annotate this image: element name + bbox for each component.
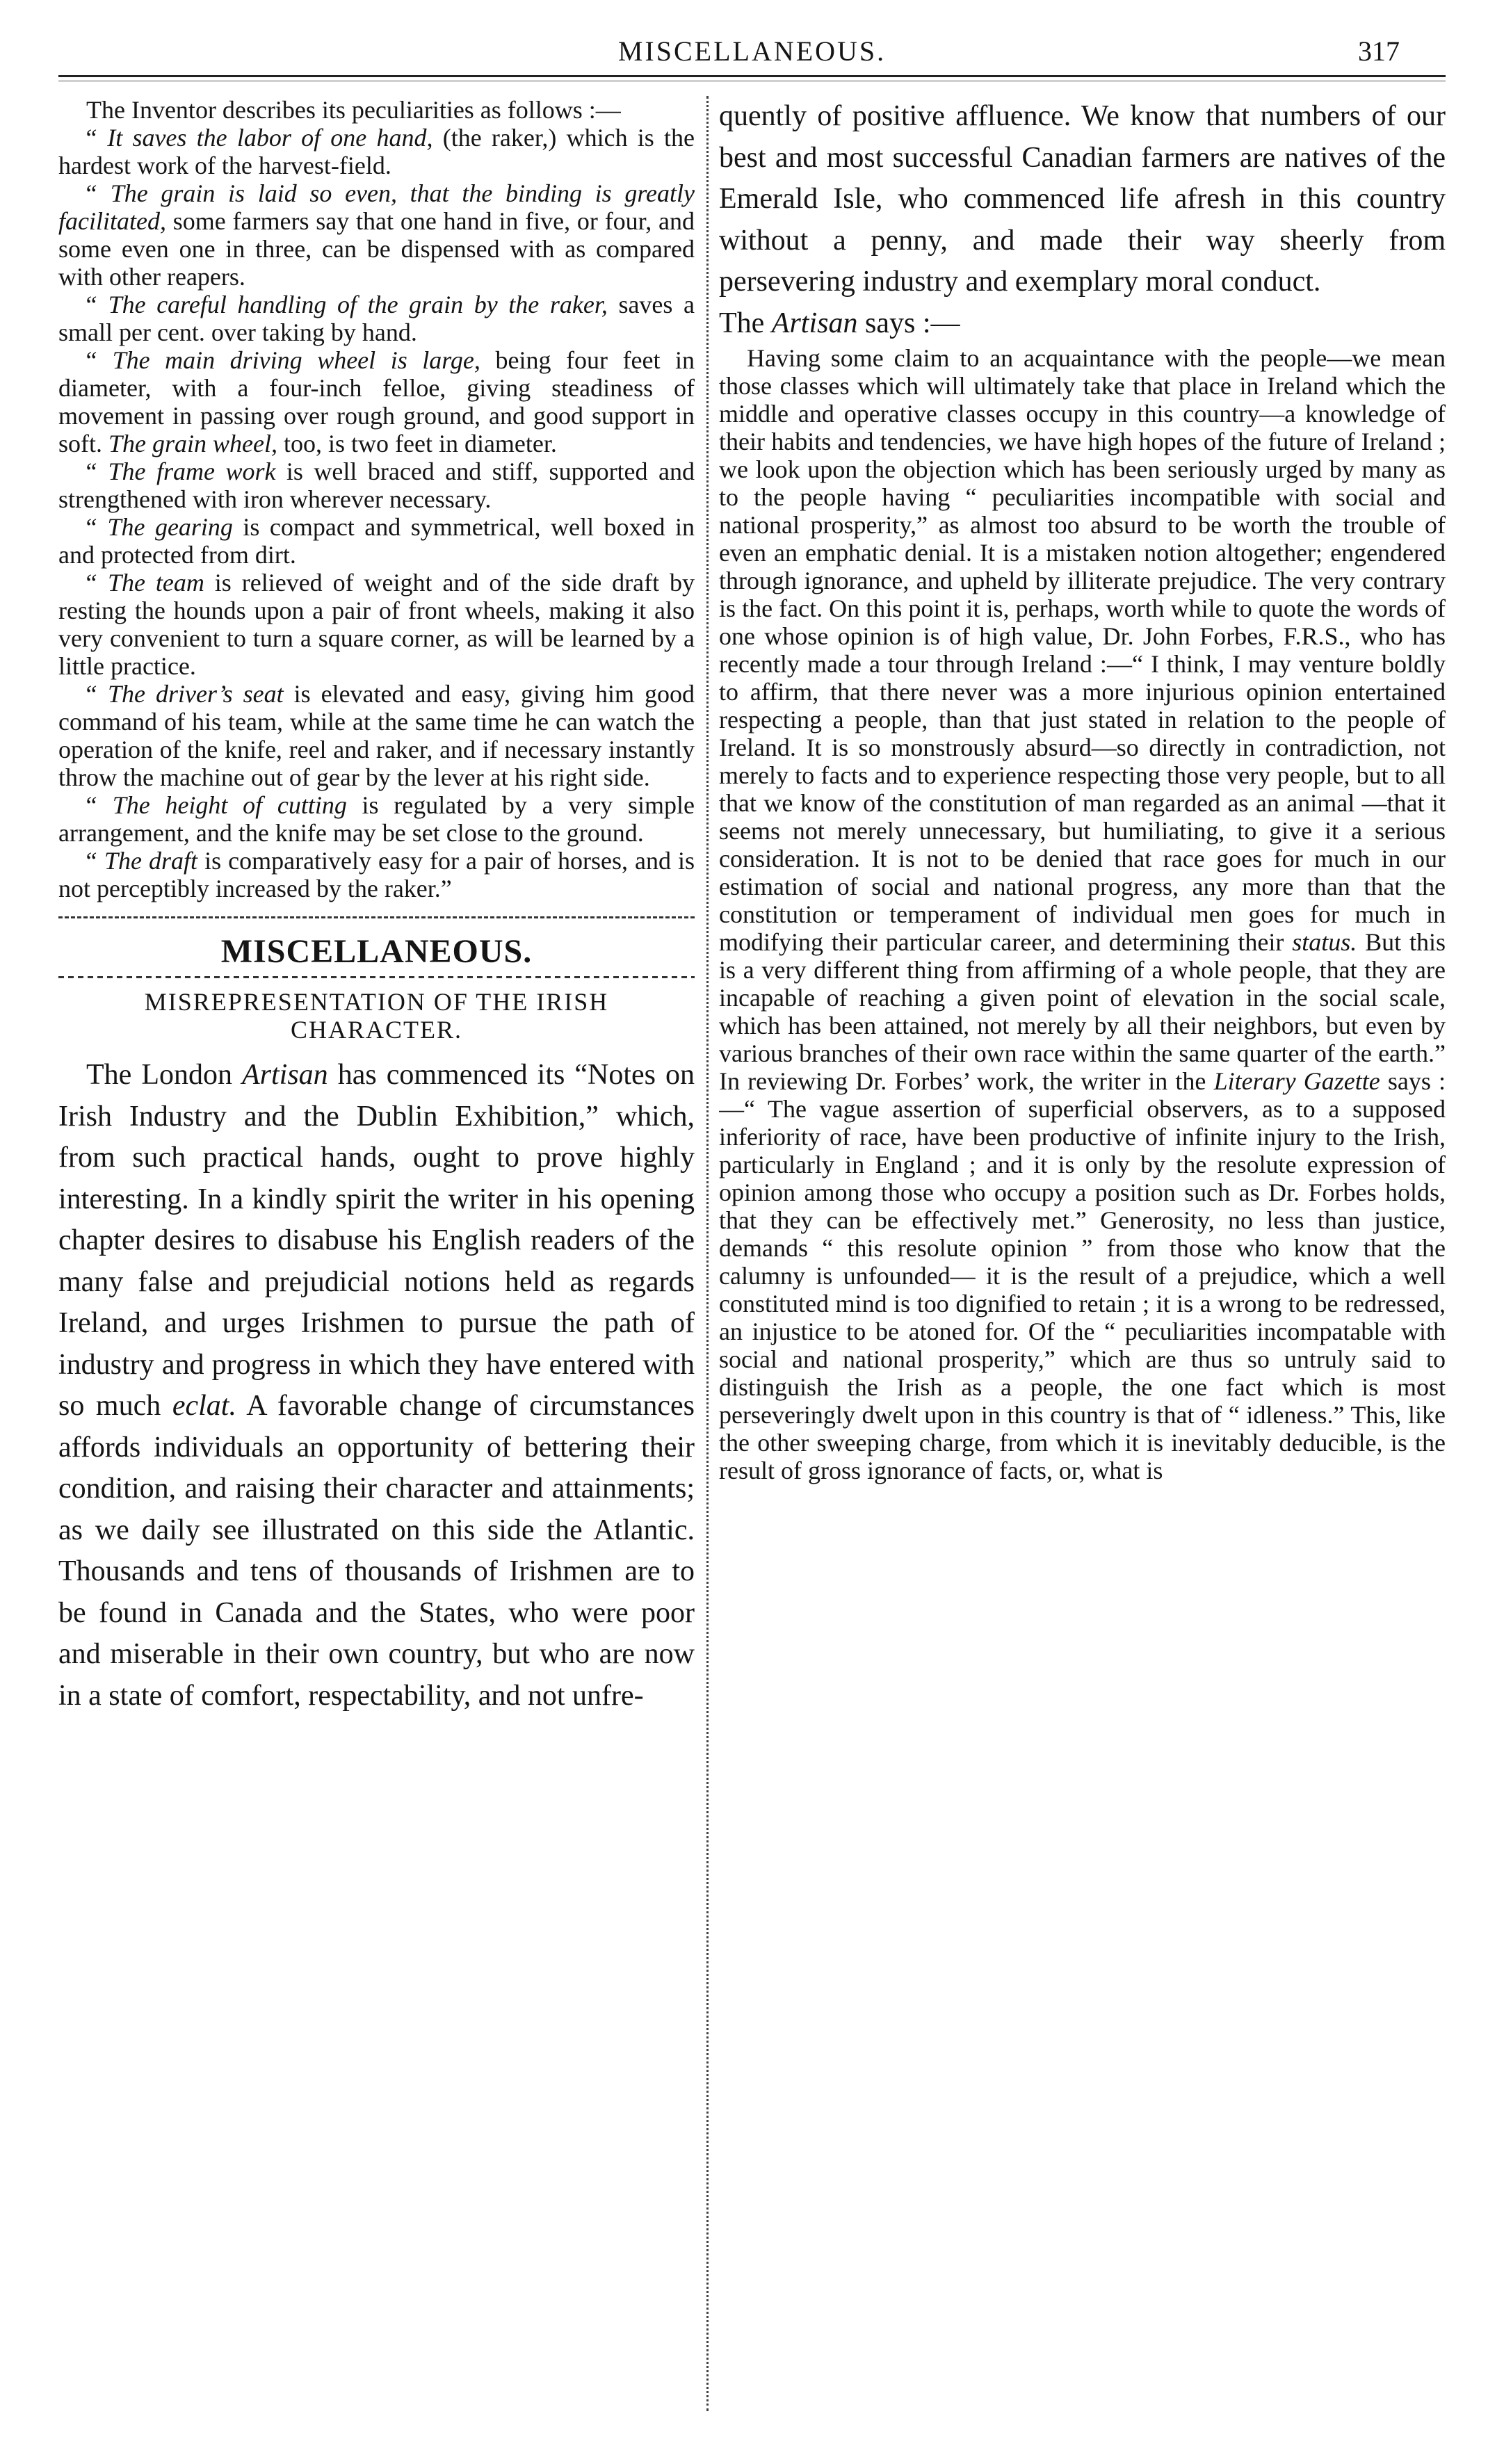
intro-text: The Inventor describes its peculiarities as follows :— (86, 96, 621, 124)
left-column (58, 96, 695, 2411)
column-divider (706, 96, 709, 2411)
feature-item: “ The height of cutting is regulated by a very simple arrangement, and the knife may be set close to the ground. (58, 791, 695, 847)
feature-item: “ The frame work is well braced and stiff, supported and strengthened with iron wherever necessary. (58, 457, 695, 513)
feature-item: “ The main driving wheel is large, being four feet in diameter, with a four-inch felloe, giving steadiness of movement in passing over rough ground, and good support in soft. The grain wheel, too, is two feet in diameter. (58, 346, 695, 457)
article-paragraph: The London Artisan has commenced its “Notes on Irish Industry and the Dublin Exhibition,” which, from such practical hands, ought to prove highly interesting. In a kindly spirit the writer in his opening chapter desires to disabuse his English readers of the many false and prejudicial notions held as regards Ireland, and urges Irishmen to pursue the path of industry and progress in which they have entered with so much eclat. A favorable change of circumstances affords individuals an opportunity of bettering their condition, and raising their character and attainments; as we daily see illustrated on this side the Atlantic. Thousands and tens of thousands of Irishmen are to be found in Canada and the States, who were poor and miserable in their own country, but who are now in a state of comfort, respectability, and not unfre- (58, 1059, 695, 1712)
section-heading: MISCELLANEOUS. (220, 933, 533, 970)
section-separator (58, 916, 695, 918)
feature-item: “ It saves the labor of one hand, (the raker,) which is the hardest work of the harvest-field. (58, 124, 695, 179)
feature-item: “ The grain is laid so even, that the binding is greatly facilitated, some farmers say that one hand in five, or four, and some even one in three, can be dispensed with as compared with other reapers. (58, 179, 695, 291)
feature-item: “ The driver’s seat is elevated and easy, giving him good command of his team, while at the same time he can watch the operation of the knife, reel and raker, and if necessary instantly throw the machine out of gear by the lever at his right side. (58, 680, 695, 791)
says-line: The Artisan says :— (719, 307, 960, 339)
wavy-rule (58, 976, 695, 978)
feature-item: “ The careful handling of the grain by the raker, saves a small per cent. over taking by hand. (58, 291, 695, 346)
feature-item: “ The draft is comparatively easy for a pair of horses, and is not perceptibly increased by the raker.” (58, 847, 695, 902)
running-head (0, 35, 1504, 70)
page-number: 317 (1358, 35, 1400, 67)
right-column (719, 96, 1446, 2411)
running-title: MISCELLANEOUS. (617, 35, 887, 67)
feature-item: “ The gearing is compact and symmetrical, well boxed in and protected from dirt. (58, 513, 695, 569)
feature-item: “ The team is relieved of weight and of the side draft by resting the hounds upon a pair of front wheels, making it also very convenient to turn a square corner, as will be learned by a little practice. (58, 569, 695, 680)
article-title: MISREPRESENTATION OF THE IRISH CHARACTER. (144, 988, 609, 1044)
continued-paragraph: quently of positive affluence. We know that numbers of our best and most successful Canadian farmers are natives of the Emerald Isle, who commenced life afresh in this country without a penny, and made their way sheerly from persevering industry and exemplary moral conduct. (719, 100, 1446, 298)
header-rule (58, 75, 1446, 77)
quoted-passage: Having some claim to an acquaintance with the people—we mean those classes which will ultimately take that place in Ireland which the middle and operative classes occupy in this country—a knowledge of their habits and tendencies, we have high hopes of the future of Ireland ; we look upon the objection which has been seriously urged by many as to the people having “ peculiarities incompatible with social and national prosperity,” as almost too absurd to be worth the trouble of even an emphatic denial. It is a mistaken notion altogether; engendered through ignorance, and upheld by illiterate prejudice. The very contrary is the fact. On this point it is, perhaps, worth while to quote the words of one whose opinion is of high value, Dr. John Forbes, F.R.S., who has recently made a tour through Ireland :—“ I think, I may venture boldly to affirm, that there never was a more injurious opinion entertained respecting a people, than that just stated in relation to the people of Ireland. It is so monstrously absurd—so directly in contradiction, not merely to facts and to experience respecting those very people, but to all that we know of the constitution of man regarded as an animal —that it seems not merely unnecessary, but humiliating, to give it a serious consideration. It is not to be denied that race goes for much in our estimation of social and national progress, any more than that the constitution or temperament of individual men goes for much in modifying their particular career, and determining their status. But this is a very different thing from affirming of a whole people, that they are incapable of reaching a given point of elevation in the social scale, which has been attained, not merely by all their neighbors, but even by various branches of their own race within the same quarter of the earth.” In reviewing Dr. Forbes’ work, the writer in the Literary Gazette says :—“ The vague assertion of superficial observers, as to a supposed inferiority of race, have been productive of infinite injury to the Irish, particularly in England ; and it is only by the resolute expression of opinion among those who occupy a position such as Dr. Forbes holds, that they can be effectively met.” Generosity, no less than justice, demands “ this resolute opinion ” from those who know that the calumny is unfounded— it is the result of a prejudice, which a well constituted mind is too dignified to retain ; it is a wrong to be redressed, an injustice to be atoned for. Of the “ peculiarities incompatable with social and national prosperity,” which are thus so untruly said to distinguish the Irish as a people, the one fact which is most perseveringly dwelt upon in this country is that of “ idleness.” This, like the other sweeping charge, from which it is inevitably deducible, is the result of gross ignorance of facts, or, what is (719, 344, 1446, 1484)
